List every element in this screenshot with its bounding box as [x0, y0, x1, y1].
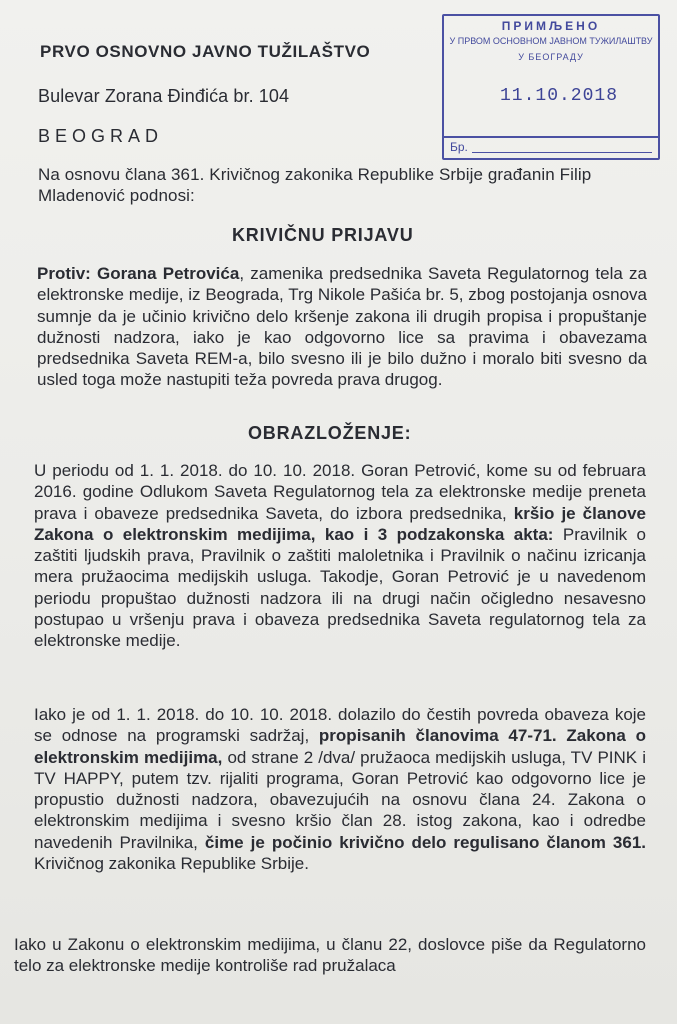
para1-bold-1: kršio je članove Zakona o elektronskim medijima, kao i 3 podzakonska akta: — [34, 503, 646, 544]
para2-text-1: Iako je od 1. 1. 2018. do 10. 10. 2018. dolazilo do čestih povreda obaveza koje se odnose na programski sadržaj, — [34, 705, 646, 746]
accused-details: , zamenika predsednika Saveta Regulatornog tela za elektronske medije, iz Beograda, Trg Nikole Pašića br. 5, zbog postojanja osnova sumnje da je učinio krivično delo kršenje zakona ili drugih propisa i propuštanje dužnosti nadzora, iako je kao odgovorno lice sa pravima i obavezama predsednika Saveta REM-a, bilo svesno ili je bilo dužno i moralo biti svesno da usled toga može nastupiti teža povreda prava drugog. — [37, 264, 647, 390]
para3-text-1: Iako u Zakonu o elektronskim medijima, u članu 22, doslovce piše da Regulatorno telo za elektronske medije kontroliše rad pružalaca — [14, 935, 646, 976]
against-label: Protiv: — [37, 264, 91, 283]
reasoning-paragraph-2 — [34, 704, 646, 874]
document-title: KRIVIČNU PRIJAVU — [232, 225, 414, 245]
reasoning-paragraph-1 — [34, 460, 646, 652]
office-city: BEOGRAD — [38, 126, 164, 146]
intro-line-1: Na osnovu člana 361. Krivičnog zakonika Republike Srbije građanin Filip — [38, 165, 592, 184]
stamp-number-label: Бр. — [450, 140, 468, 154]
para2-text-3: Krivičnog zakonika Republike Srbije. — [34, 854, 309, 874]
intro-line-2: Mladenović podnosi: — [38, 186, 195, 205]
office-name: PRVO OSNOVNO JAVNO TUŽILAŠTVO — [40, 42, 371, 61]
para1-text-1: U periodu od 1. 1. 2018. do 10. 10. 2018. Goran Petrović, kome su od februara 2016. godine Odlukom Saveta Regulatornog tela za elektronske medije preneta prava i obaveze predsednika Saveta, do izbora predsednika, — [34, 461, 646, 523]
office-address: Bulevar Zorana Đinđića br. 104 — [38, 86, 290, 106]
complaint-against-paragraph — [37, 263, 647, 391]
received-stamp — [442, 14, 660, 160]
para1-text-2: Pravilnik o zaštiti ljudskih prava, Pravilnik o zaštiti maloletnika i Pravilnik o načinu izricanja mera pružaocima medijskih usluga. Takodje, Goran Petrović je u navedenom periodu propuštao dužnosti nadzora ili na drugi način očigledno nesavesno postupao u vršenju prava i obaveza predsednika Saveta regulatornog tela za elektronske medije. — [34, 524, 646, 651]
accused-name: Gorana Petrovića — [97, 264, 240, 283]
reasoning-paragraph-3 — [14, 934, 646, 977]
stamp-city: У БЕОГРАДУ — [518, 52, 584, 62]
para2-bold-1: propisanih članovima 47-71. Zakona o elektronskim medijima, — [34, 726, 647, 767]
stamp-divider — [444, 136, 658, 138]
para2-bold-2: čime je počinio krivično delo regulisano članom 361. — [204, 832, 646, 852]
stamp-institution: У ПРВОМ ОСНОВНОМ ЈАВНОМ ТУЖИЛАШТВУ — [449, 36, 653, 46]
para2-text-2: od strane 2 /dva/ pružaoca medijskih usluga, TV PINK i TV HAPPY, putem tzv. rijaliti programa, Goran Petrović kao odgovorno lice je propustio dužnosti nadzora, obavezujućih na osnovu člana 24. Zakona o elektronskim medijima i svesno kršio član 28. istog zakona, kao i odredbe navedenih Pravilnika, — [34, 747, 646, 852]
stamp-date: 11.10.2018 — [500, 86, 619, 106]
stamp-heading: ПРИМЉЕНО — [501, 19, 601, 33]
stamp-number-line — [472, 152, 652, 153]
reasoning-title: OBRAZLOŽENJE: — [248, 423, 412, 443]
